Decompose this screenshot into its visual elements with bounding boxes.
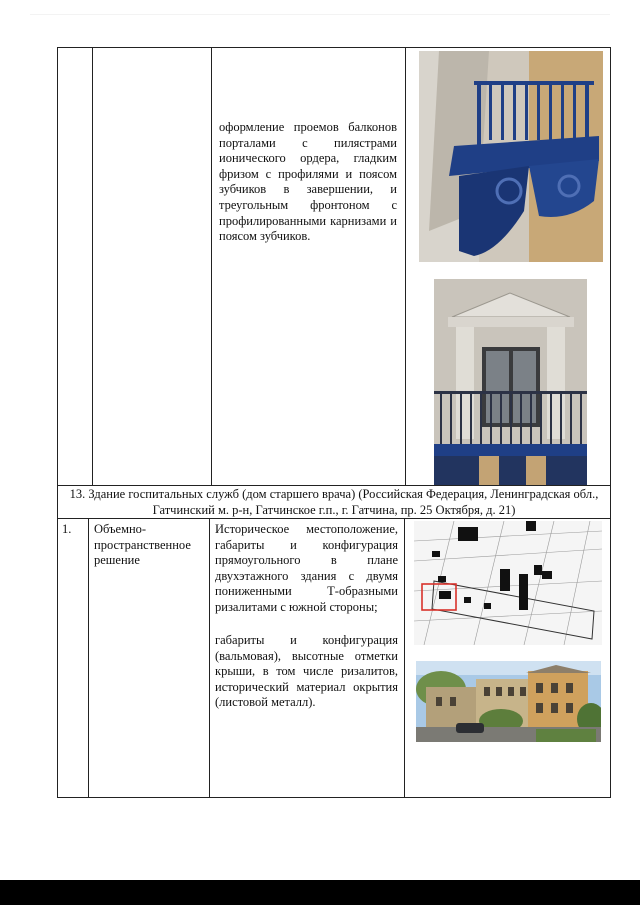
table-border-top bbox=[57, 47, 611, 48]
table-border-left bbox=[57, 47, 58, 797]
table-border-col1-lower bbox=[88, 518, 89, 797]
table-border-col3-lower bbox=[404, 518, 405, 797]
row-paragraph-2: габариты и конфигурация (вальмовая), высотные отметки крыши, в том числе ризалитов, исторический материал окрытия (листовой металл). bbox=[215, 633, 398, 710]
row-category: Объемно-пространственное решение bbox=[94, 522, 191, 568]
table-border-col2-lower bbox=[209, 518, 210, 797]
balcony-photo-1 bbox=[419, 51, 603, 262]
balcony-description: оформление проемов балконов порталами с пилястрами ионического ордера, гладким фризом с профилями и поясом зубчиков в завершении, и треугольным фронтоном с профилированными карнизами и поясом зубчиков. bbox=[219, 120, 397, 244]
section-13-title-line2: Гатчинский м. р-н, Гатчинское г.п., г. Гатчина, пр. 25 Октября, д. 21) bbox=[152, 503, 516, 517]
balcony-photo-2 bbox=[434, 279, 587, 485]
top-edge bbox=[30, 14, 610, 15]
scan-bottom-edge bbox=[0, 880, 640, 905]
row-paragraph-1: Историческое местоположение, габариты и конфигурация прямоугольного в плане двухэтажного здания с двумя пониженными Т-образными ризалитами с южной стороны; bbox=[215, 522, 398, 614]
table-border-bottom bbox=[57, 797, 611, 798]
table-border-col1 bbox=[92, 47, 93, 485]
row-number: 1. bbox=[62, 522, 72, 536]
site-plan-map bbox=[414, 521, 602, 645]
section-13-title-line1: 13. Здание госпитальных служб (дом старшего врача) (Российская Федерация, Ленинградская обл., bbox=[69, 487, 599, 501]
table-border-row1-bottom bbox=[57, 485, 611, 486]
table-border-col3 bbox=[405, 47, 406, 485]
table-border-col2 bbox=[211, 47, 212, 485]
table-border-right bbox=[610, 47, 611, 797]
building-photo bbox=[416, 661, 601, 742]
